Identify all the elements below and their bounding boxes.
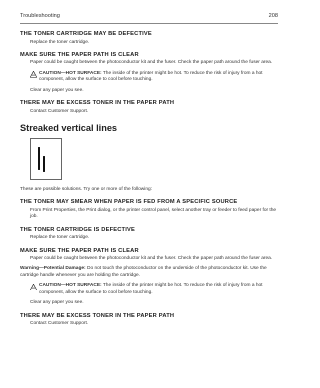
paragraph: Clear any paper you see. — [30, 87, 84, 93]
section-title: Streaked vertical lines — [20, 122, 118, 133]
caution-label: CAUTION—HOT SURFACE: — [39, 283, 102, 289]
subheading-toner-defective: THE TONER CARTRIDGE MAY BE DEFECTIVE — [20, 31, 152, 37]
caution-text: The inside of the printer might be hot. To reduce the risk of injury from a hot component, allow the surface to cool before touching. — [39, 70, 263, 83]
vertical-streak — [38, 147, 40, 170]
paragraph: Paper could be caught between the photoconductor kit and the fuser. Check the paper path around the fuser area. — [30, 256, 273, 262]
paragraph: Contact Customer Support. — [30, 321, 89, 326]
warning-text: Do not touch the photoconductor on the underside of the photoconductor kit. Use the cartridge handle whenever you are holding the cartridge. — [20, 266, 267, 278]
caution-note — [30, 283, 278, 296]
warning-note — [20, 266, 278, 279]
header-divider — [20, 23, 278, 24]
page-header — [20, 13, 278, 23]
hot-surface-warning-icon — [30, 284, 37, 291]
vertical-streak — [43, 156, 45, 172]
caution-text: The inside of the printer might be hot. To reduce the risk of injury from a hot component, allow the surface to cool before touching. — [39, 283, 263, 295]
header-title: Troubleshooting — [20, 13, 60, 19]
paragraph: From Print Properties, the Print dialog, or the printer control panel, select another tray or feeder to feed paper for the job. — [30, 207, 277, 220]
paragraph: Contact Customer Support. — [30, 108, 89, 114]
subheading-excess-toner: THERE MAY BE EXCESS TONER IN THE PAPER PATH — [20, 312, 175, 319]
subheading-excess-toner: THERE MAY BE EXCESS TONER IN THE PAPER PATH — [20, 100, 175, 107]
paragraph: Paper could be caught between the photoconductor kit and the fuser. Check the paper path around the fuser area. — [30, 60, 273, 66]
caution-note — [30, 71, 278, 84]
section-intro: These are possible solutions. Try one or more of the following: — [20, 186, 152, 192]
subheading-toner-defective: THE TONER CARTRIDGE IS DEFECTIVE — [20, 226, 135, 233]
hot-surface-warning-icon — [30, 71, 37, 78]
subheading-toner-smear: THE TONER MAY SMEAR WHEN PAPER IS FED FROM A SPECIFIC SOURCE — [20, 199, 238, 206]
subheading-paper-path: MAKE SURE THE PAPER PATH IS CLEAR — [20, 247, 139, 254]
subheading-paper-path: MAKE SURE THE PAPER PATH IS CLEAR — [20, 51, 139, 58]
document-body — [20, 31, 278, 331]
paragraph: Replace the toner cartridge. — [30, 39, 90, 45]
warning-label: Warning—Potential Damage: — [20, 266, 86, 272]
paragraph: Clear any paper you see. — [30, 300, 84, 306]
streaked-lines-illustration — [30, 138, 62, 180]
page-number: 208 — [268, 13, 278, 19]
paragraph: Replace the toner cartridge. — [30, 235, 90, 241]
caution-label: CAUTION—HOT SURFACE: — [39, 70, 102, 76]
